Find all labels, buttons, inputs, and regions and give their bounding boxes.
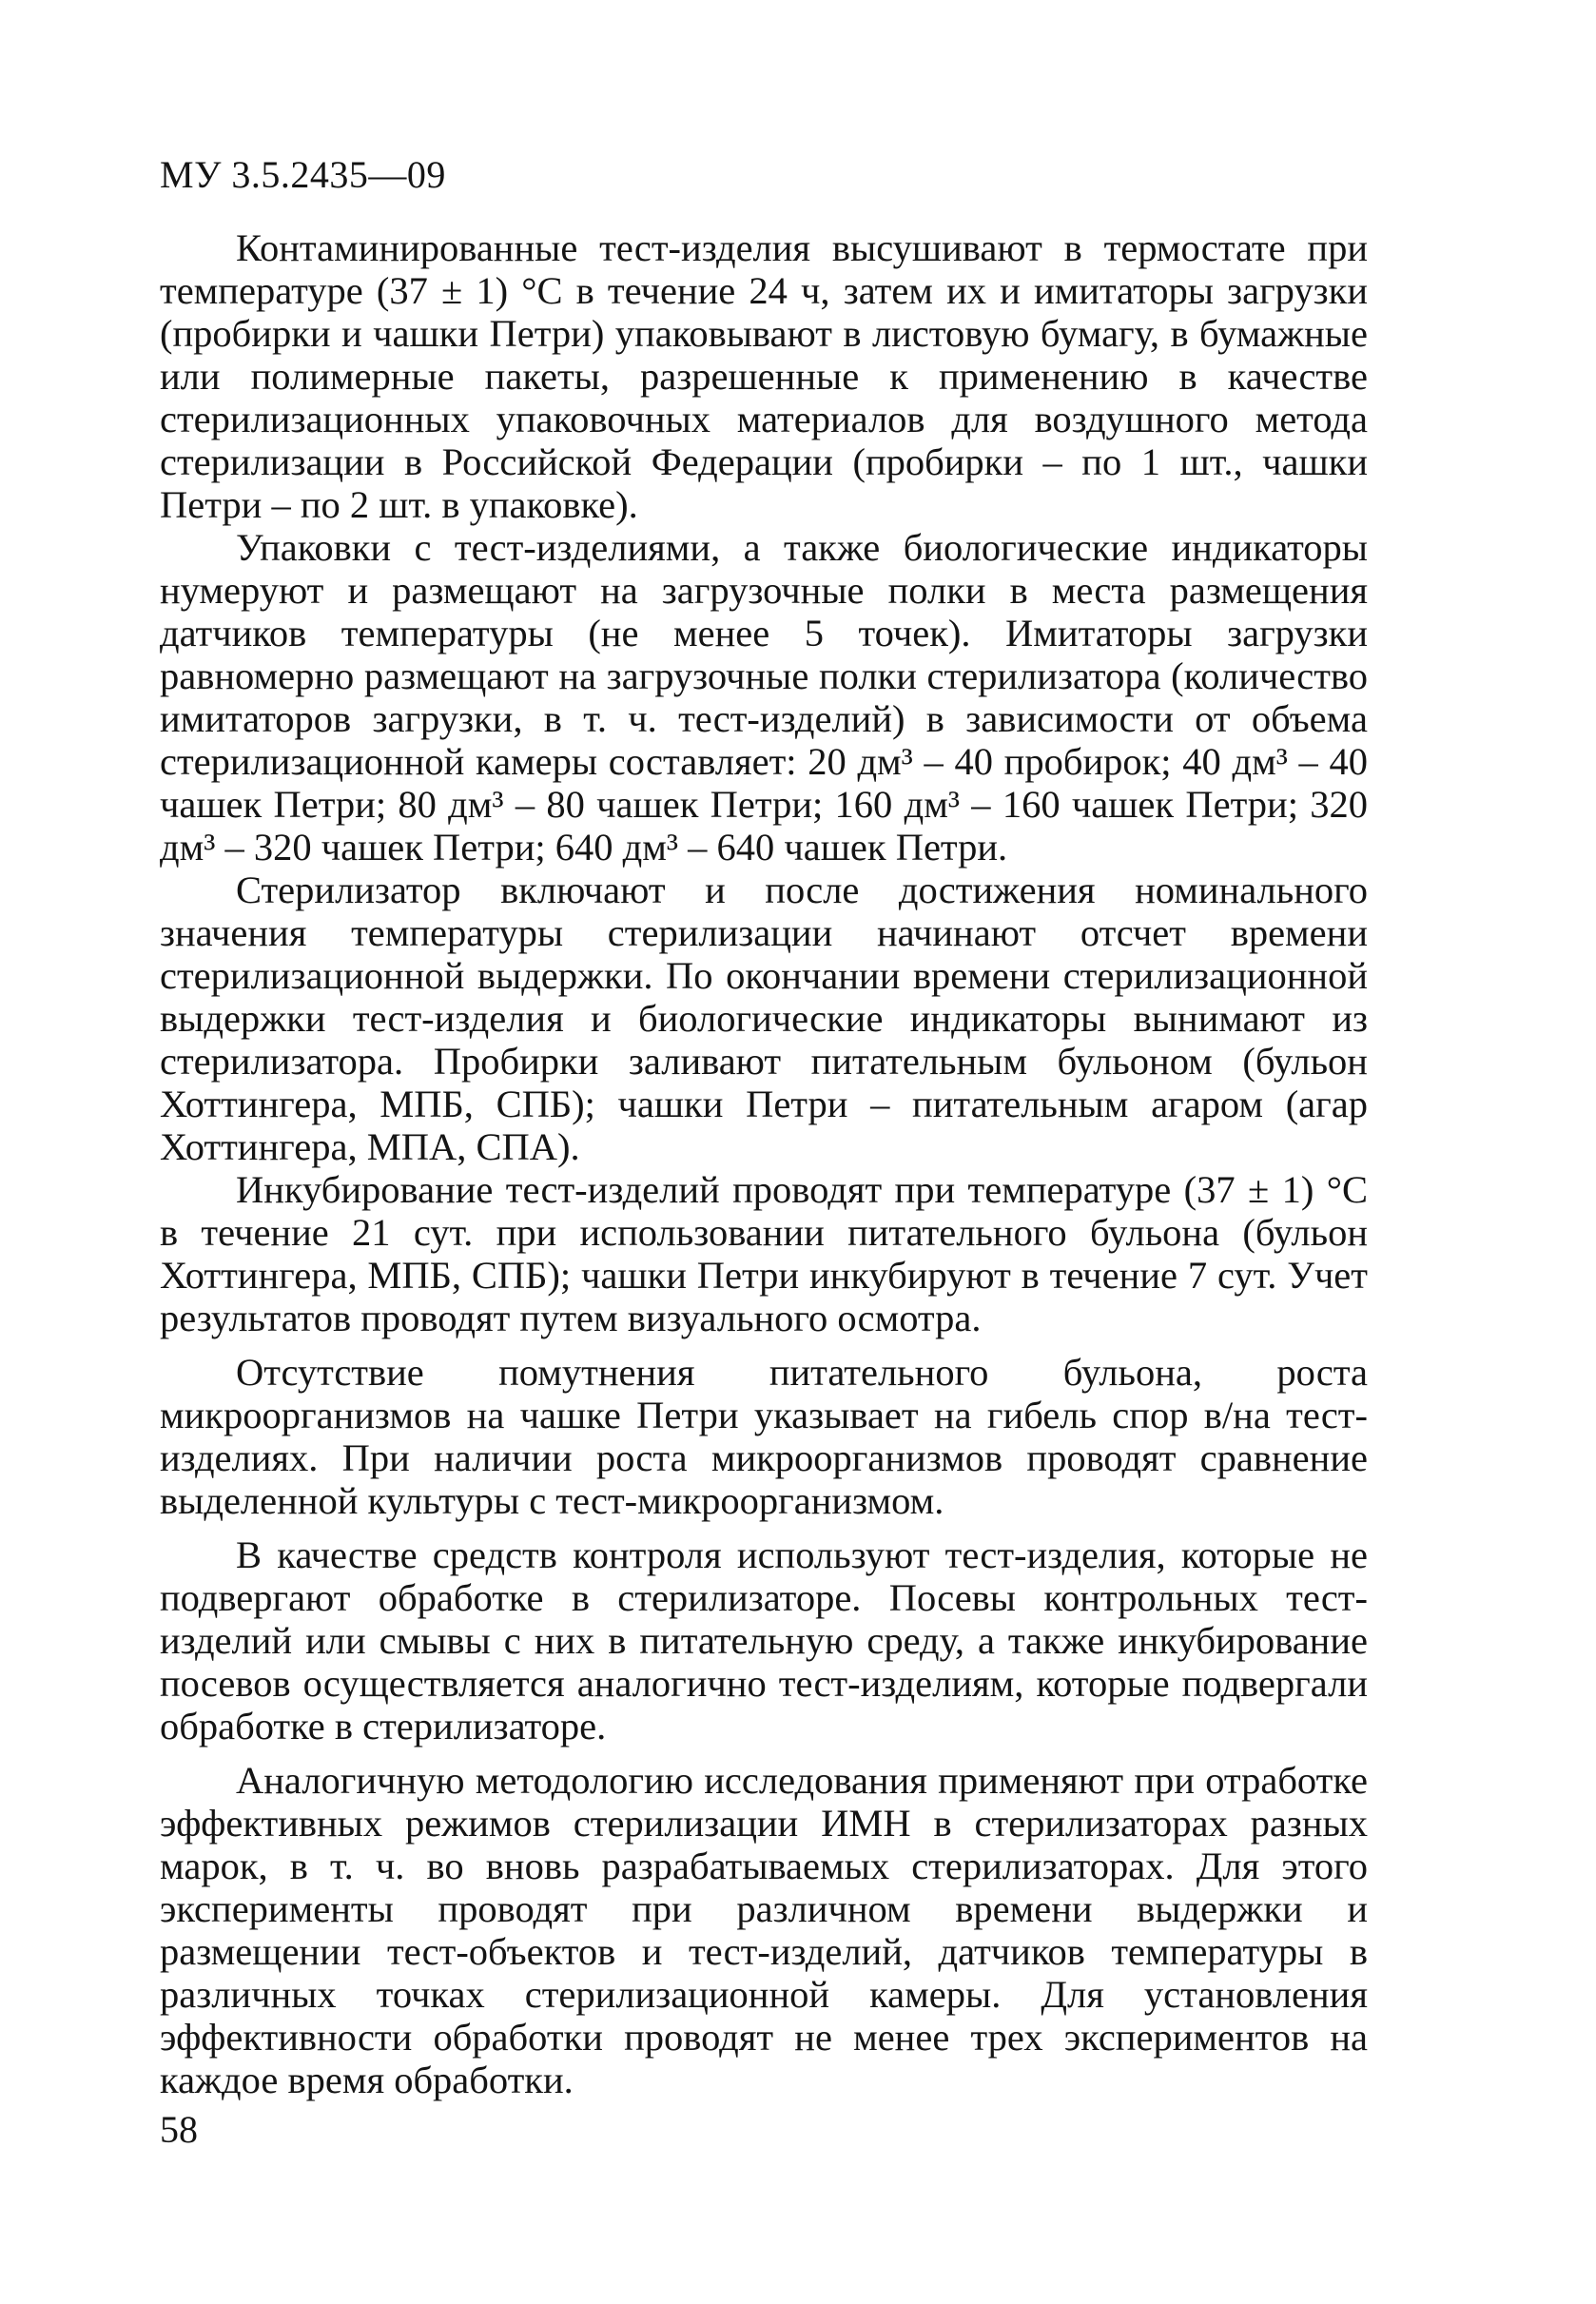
document-body (160, 226, 1368, 2101)
paragraph-sterilization-exposure: Стерилизатор включают и после достижения номинального значения температуры стерилизации начинают отсчет времени стерилизационной выдержки. По окончании времени стерилизационной выдержки тест-изделия и биологические индикаторы вынимают из стерилизатора. Пробирки заливают питательным бульоном (бульон Хоттингера, МПБ, СПБ); чашки Петри – питательным агаром (агар Хоттингера, МПА, СПА). (160, 869, 1368, 1168)
paragraph-results: Отсутствие помутнения питательного бульона, роста микроорганизмов на чашке Петри указывает на гибель спор в/на тест-изделиях. При наличии роста микроорганизмов проводят сравнение выделенной культуры с тест-микроорганизмом. (160, 1351, 1368, 1522)
paragraph-methodology: Аналогичную методологию исследования применяют при отработке эффективных режимов стерилизации ИМН в стерилизаторах разных марок, в т. ч. во вновь разрабатываемых стерилизаторах. Для этого эксперименты проводят при различном времени выдержки и размещении тест-объектов и тест-изделий, датчиков температуры в различных точках стерилизационной камеры. Для установления эффективности обработки проводят не менее трех экспериментов на каждое время обработки. (160, 1759, 1368, 2101)
paragraph-incubation: Инкубирование тест-изделий проводят при температуре (37 ± 1) °С в течение 21 сут. при использовании питательного бульона (бульон Хоттингера, МПБ, СПБ); чашки Петри инкубируют в течение 7 сут. Учет результатов проводят путем визуального осмотра. (160, 1168, 1368, 1339)
document-code-header: МУ 3.5.2435—09 (160, 153, 446, 196)
paragraph-loading-placement: Упаковки с тест-изделиями, а также биологические индикаторы нумеруют и размещают на загрузочные полки в места размещения датчиков температуры (не менее 5 точек). Имитаторы загрузки равномерно размещают на загрузочные полки стерилизатора (количество имитаторов загрузки, в т. ч. тест-изделий) в зависимости от объема стерилизационной камеры составляет: 20 дм³ – 40 пробирок; 40 дм³ – 40 чашек Петри; 80 дм³ – 80 чашек Петри; 160 дм³ – 160 чашек Петри; 320 дм³ – 320 чашек Петри; 640 дм³ – 640 чашек Петри. (160, 526, 1368, 869)
paragraph-drying-packaging: Контаминированные тест-изделия высушивают в термостате при температуре (37 ± 1) °С в течение 24 ч, затем их и имитаторы загрузки (пробирки и чашки Петри) упаковывают в листовую бумагу, в бумажные или полимерные пакеты, разрешенные к применению в качестве стерилизационных упаковочных материалов для воздушного метода стерилизации в Российской Федерации (пробирки – по 1 шт., чашки Петри – по 2 шт. в упаковке). (160, 226, 1368, 526)
paragraph-controls: В качестве средств контроля используют тест-изделия, которые не подвергают обработке в стерилизаторе. Посевы контрольных тест-изделий или смывы с них в питательную среду, а также инкубирование посевов осуществляется аналогично тест-изделиям, которые подвергали обработке в стерилизаторе. (160, 1533, 1368, 1748)
page-number: 58 (160, 2108, 198, 2151)
